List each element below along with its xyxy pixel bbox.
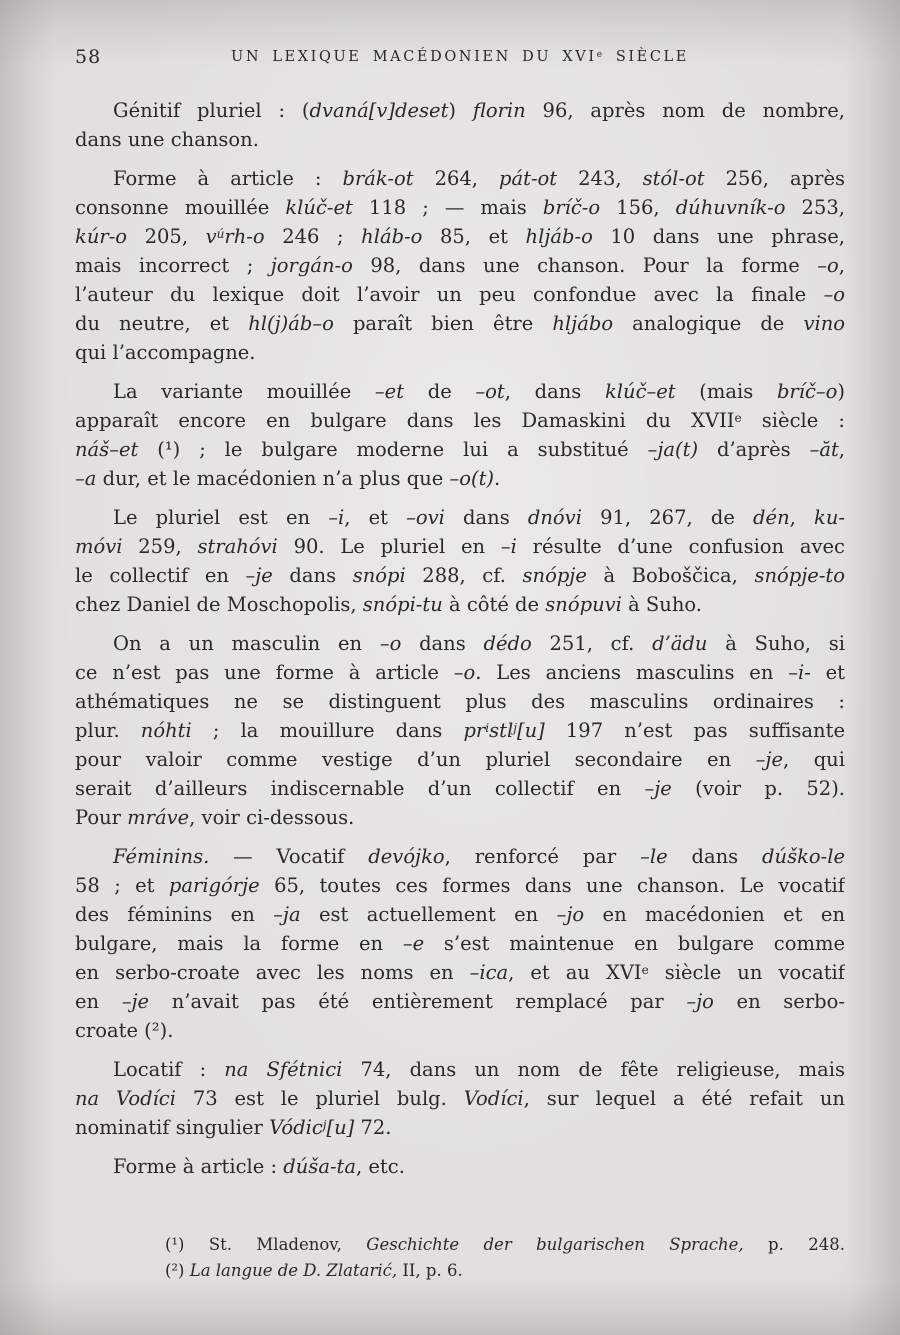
- text-run: de: [404, 380, 476, 403]
- text-run: en: [75, 990, 122, 1013]
- text-run: pát-ot: [499, 167, 558, 190]
- text-run: des féminins en: [75, 903, 274, 926]
- text-run: dur, et le macédonien n’a plus que: [96, 467, 450, 490]
- text-run: qui l’accompagne.: [75, 341, 256, 364]
- text-run: –o: [823, 283, 845, 306]
- text-run: siècle :: [741, 409, 845, 432]
- text-run: v: [205, 225, 217, 248]
- page-header: [75, 46, 845, 70]
- text-run: na Vodíci: [75, 1087, 176, 1110]
- text-line: [75, 532, 845, 561]
- text-run: ú: [216, 226, 225, 241]
- text-run: snópi: [352, 564, 406, 587]
- text-run: en serbo-croate avec les noms en: [75, 961, 470, 984]
- text-run: –ja: [273, 903, 301, 926]
- text-run: le collectif en: [75, 564, 246, 587]
- text-run: –i: [500, 535, 517, 558]
- text-run: [u]: [326, 1116, 355, 1139]
- text-run: 197 n’est pas suffisante: [544, 719, 845, 742]
- text-run: ): [448, 99, 473, 122]
- text-run: bríč–o: [776, 380, 838, 403]
- text-run: –je: [644, 777, 672, 800]
- text-run: 156,: [600, 196, 676, 219]
- text-run: ,: [838, 254, 845, 277]
- text-line: [75, 193, 845, 222]
- text-line: [75, 406, 845, 435]
- text-run: 256, après: [704, 167, 845, 190]
- text-run: mráve: [127, 806, 190, 829]
- text-run: stól-ot: [642, 167, 705, 190]
- text-run: kúr-o: [75, 225, 128, 248]
- text-run: –ja(t): [647, 438, 699, 461]
- text-run: rh-o: [224, 225, 265, 248]
- text-run: 205,: [127, 225, 206, 248]
- text-run: Féminins.: [113, 845, 210, 868]
- text-run: dvaná[v]deset: [309, 99, 449, 122]
- text-line: [75, 658, 845, 687]
- text-run: –et: [374, 380, 405, 403]
- text-run: dédo: [483, 632, 532, 655]
- body-text: [75, 96, 845, 1181]
- text-run: Locatif :: [113, 1058, 225, 1081]
- text-line: [75, 929, 845, 958]
- text-run: siècle un vocatif: [648, 961, 845, 984]
- text-run: 288, cf.: [405, 564, 523, 587]
- text-run: paraît bien être: [333, 312, 553, 335]
- text-run: serait d’ailleurs indiscernable d’un collectif en: [75, 777, 645, 800]
- text-run: 98, dans une chanson. Pour la forme: [352, 254, 818, 277]
- text-run: ): [837, 380, 845, 403]
- paragraph: [75, 1152, 845, 1181]
- footnotes: [165, 1232, 845, 1284]
- text-run: est actuellement en: [300, 903, 557, 926]
- text-run: –i: [328, 506, 345, 529]
- text-run: pour valoir comme vestige d’un pluriel secondaire en: [75, 748, 756, 771]
- text-line: [75, 503, 845, 532]
- text-run: — Vocatif: [209, 845, 369, 868]
- text-run: hljábo: [552, 312, 614, 335]
- text-run: 251, cf.: [531, 632, 653, 655]
- text-line: [75, 958, 845, 987]
- text-run: stl: [489, 719, 514, 742]
- text-line: [75, 464, 845, 493]
- text-run: –jo: [556, 903, 585, 926]
- text-run: à Suho, si: [707, 632, 845, 655]
- text-line: [75, 987, 845, 1016]
- text-run: d’ädu: [652, 632, 708, 655]
- text-run: e: [596, 49, 605, 60]
- text-run: à Boboščica,: [586, 564, 755, 587]
- text-run: apparaît encore en bulgare dans les Damaskini du XVII: [75, 409, 735, 432]
- text-run: –o: [379, 632, 402, 655]
- text-line: [75, 280, 845, 309]
- text-run: à côté de: [442, 593, 546, 616]
- text-run: 90. Le pluriel en: [277, 535, 501, 558]
- text-run: –ot: [475, 380, 505, 403]
- text-run: klúč-et: [285, 196, 353, 219]
- text-line: [75, 309, 845, 338]
- text-run: pr: [463, 719, 486, 742]
- text-line: [75, 125, 845, 154]
- text-run: 253,: [785, 196, 845, 219]
- text-run: (¹) St. Mladenov,: [165, 1235, 367, 1254]
- text-run: –o(t): [449, 467, 495, 490]
- text-run: (voir p. 52).: [671, 777, 845, 800]
- text-run: snópje: [522, 564, 587, 587]
- text-run: –ica: [469, 961, 509, 984]
- text-run: Génitif pluriel : (: [113, 99, 310, 122]
- text-line: [75, 96, 845, 125]
- text-run: móvi: [75, 535, 123, 558]
- text-run: j: [322, 1117, 327, 1132]
- paragraph: [75, 1055, 845, 1142]
- text-run: II, p. 6.: [397, 1261, 463, 1280]
- text-run: snópje-to: [754, 564, 845, 587]
- text-run: –i-: [788, 661, 811, 684]
- paragraph: [75, 164, 845, 367]
- text-run: dnóvi: [527, 506, 582, 529]
- text-run: vino: [803, 312, 845, 335]
- text-run: parigórje: [168, 874, 260, 897]
- text-run: –o: [817, 254, 839, 277]
- text-run: On a un masculin en: [113, 632, 380, 655]
- text-run: e: [641, 962, 649, 977]
- text-run: 264,: [413, 167, 500, 190]
- text-run: ,: [838, 438, 845, 461]
- text-run: dans: [444, 506, 528, 529]
- text-run: j: [513, 720, 517, 735]
- text-run: dúško-le: [762, 845, 845, 868]
- text-run: , renforcé par: [444, 845, 641, 868]
- text-run: –je: [121, 990, 150, 1013]
- text-run: (¹) ; le bulgare moderne lui a substitué: [138, 438, 648, 461]
- text-run: , et au XVI: [508, 961, 642, 984]
- text-run: Vódic: [269, 1116, 323, 1139]
- paragraph: [75, 503, 845, 619]
- text-line: [75, 338, 845, 367]
- text-line: [75, 745, 845, 774]
- text-run: –ăt: [809, 438, 839, 461]
- text-run: (mais: [675, 380, 777, 403]
- text-run: plur.: [75, 719, 141, 742]
- text-run: en macédonien et en: [584, 903, 845, 926]
- text-run: athématiques ne se distinguent plus des masculins ordinaires :: [75, 690, 845, 713]
- text-run: florin: [472, 99, 526, 122]
- text-run: –le: [640, 845, 668, 868]
- text-run: dans: [272, 564, 353, 587]
- text-run: d’après: [698, 438, 810, 461]
- page-number: 58: [75, 46, 102, 68]
- text-run: , et: [344, 506, 407, 529]
- text-run: i: [485, 720, 490, 735]
- text-line: [75, 871, 845, 900]
- text-run: brák-ot: [342, 167, 414, 190]
- paragraph: [75, 629, 845, 832]
- text-run: UN LEXIQUE MACÉDONIEN DU XVI: [231, 49, 597, 65]
- text-run: –e: [402, 932, 425, 955]
- text-run: dans une chanson.: [75, 128, 259, 151]
- text-run: bríč-o: [542, 196, 601, 219]
- text-line: [75, 435, 845, 464]
- text-run: La langue de D. Zlatarić,: [189, 1261, 398, 1280]
- text-line: [75, 222, 845, 251]
- text-run: en serbo-: [713, 990, 845, 1013]
- text-run: dúhuvník-o: [675, 196, 786, 219]
- text-run: 58 ; et: [75, 874, 169, 897]
- text-run: dén: [753, 506, 790, 529]
- text-line: [75, 803, 845, 832]
- text-run: –a: [75, 467, 97, 490]
- text-run: croate (²).: [75, 1019, 174, 1042]
- running-title: [75, 49, 845, 65]
- text-line: [75, 377, 845, 406]
- text-run: . Les anciens masculins en: [475, 661, 789, 684]
- text-line: [75, 251, 845, 280]
- text-run: dúša-ta: [283, 1155, 356, 1178]
- text-line: [75, 900, 845, 929]
- text-run: snópi-tu: [362, 593, 443, 616]
- text-line: [75, 561, 845, 590]
- text-line: [75, 1152, 845, 1181]
- text-run: n’avait pas été entièrement remplacé par: [149, 990, 687, 1013]
- text-run: –jo: [686, 990, 714, 1013]
- text-run: Forme à article :: [113, 167, 343, 190]
- text-run: 72.: [354, 1116, 392, 1139]
- text-run: ; la mouillure dans: [191, 719, 464, 742]
- text-run: , sur lequel a été refait un: [523, 1087, 845, 1110]
- text-run: .: [494, 467, 501, 490]
- footnote: [165, 1232, 845, 1258]
- paragraph: [75, 842, 845, 1045]
- text-run: ,: [789, 506, 815, 529]
- text-run: , etc.: [356, 1155, 405, 1178]
- text-run: p. 248.: [743, 1235, 845, 1254]
- text-run: náš–et: [75, 438, 139, 461]
- text-run: SIÈCLE: [604, 49, 689, 65]
- text-run: 73 est le pluriel bulg.: [175, 1087, 464, 1110]
- text-run: du neutre, et: [75, 312, 249, 335]
- text-run: nóhti: [140, 719, 192, 742]
- text-run: 65, toutes ces formes dans une chanson. Le vocatif: [259, 874, 845, 897]
- paragraph: [75, 377, 845, 493]
- text-run: ku-: [814, 506, 845, 529]
- text-run: na Sfétnici: [224, 1058, 343, 1081]
- text-run: –o: [453, 661, 476, 684]
- text-run: 118 ; — mais: [352, 196, 543, 219]
- text-run: bulgare, mais la forme en: [75, 932, 403, 955]
- text-run: klúč–et: [604, 380, 676, 403]
- text-run: snópuvi: [545, 593, 622, 616]
- text-run: –je: [755, 748, 783, 771]
- text-run: 91, 267, de: [581, 506, 754, 529]
- text-run: 74, dans un nom de fête religieuse, mais: [342, 1058, 845, 1081]
- text-run: consonne mouillée: [75, 196, 286, 219]
- text-run: Vodíci: [463, 1087, 524, 1110]
- text-run: Le pluriel est en: [113, 506, 329, 529]
- text-run: à Suho.: [621, 593, 702, 616]
- text-line: [75, 1113, 845, 1142]
- text-run: –je: [245, 564, 273, 587]
- text-run: , voir ci-dessous.: [189, 806, 355, 829]
- text-run: , dans: [504, 380, 605, 403]
- text-run: Geschichte der bulgarischen Sprache,: [366, 1235, 744, 1254]
- text-line: [75, 1055, 845, 1084]
- text-line: [75, 1016, 845, 1045]
- text-run: –ovi: [406, 506, 445, 529]
- text-run: 246 ;: [264, 225, 362, 248]
- text-run: et: [810, 661, 845, 684]
- text-run: Forme à article :: [113, 1155, 284, 1178]
- text-run: chez Daniel de Moschopolis,: [75, 593, 363, 616]
- text-line: [75, 590, 845, 619]
- text-run: 259,: [122, 535, 198, 558]
- text-run: 10 dans une phrase,: [592, 225, 845, 248]
- text-run: jorgán-o: [270, 254, 353, 277]
- text-run: , qui: [783, 748, 845, 771]
- text-run: La variante mouillée: [113, 380, 375, 403]
- text-run: analogique de: [613, 312, 804, 335]
- text-run: 85, et: [422, 225, 526, 248]
- footnote: [165, 1258, 845, 1284]
- text-line: [75, 629, 845, 658]
- text-line: [75, 842, 845, 871]
- text-run: résulte d’une confusion avec: [516, 535, 845, 558]
- text-run: strahóvi: [197, 535, 278, 558]
- text-line: [75, 774, 845, 803]
- text-line: [75, 716, 845, 745]
- text-run: 96, après nom de nombre,: [525, 99, 845, 122]
- text-line: [75, 1084, 845, 1113]
- text-run: l’auteur du lexique doit l’avoir un peu confondue avec la finale: [75, 283, 824, 306]
- text-run: nominatif singulier: [75, 1116, 270, 1139]
- text-run: e: [734, 410, 742, 425]
- text-run: Pour: [75, 806, 128, 829]
- text-run: hljáb-o: [525, 225, 593, 248]
- text-run: hláb-o: [361, 225, 423, 248]
- paragraph: [75, 96, 845, 154]
- text-line: [75, 687, 845, 716]
- text-run: devójko: [368, 845, 445, 868]
- text-run: dans: [667, 845, 763, 868]
- text-run: s’est maintenue en bulgare comme: [424, 932, 845, 955]
- text-run: dans: [401, 632, 484, 655]
- text-run: hl(j)áb–o: [248, 312, 334, 335]
- text-run: mais incorrect ;: [75, 254, 271, 277]
- text-run: ce n’est pas une forme à article: [75, 661, 454, 684]
- text-run: [u]: [516, 719, 545, 742]
- text-run: 243,: [557, 167, 643, 190]
- text-line: [75, 164, 845, 193]
- text-run: (²): [165, 1261, 190, 1280]
